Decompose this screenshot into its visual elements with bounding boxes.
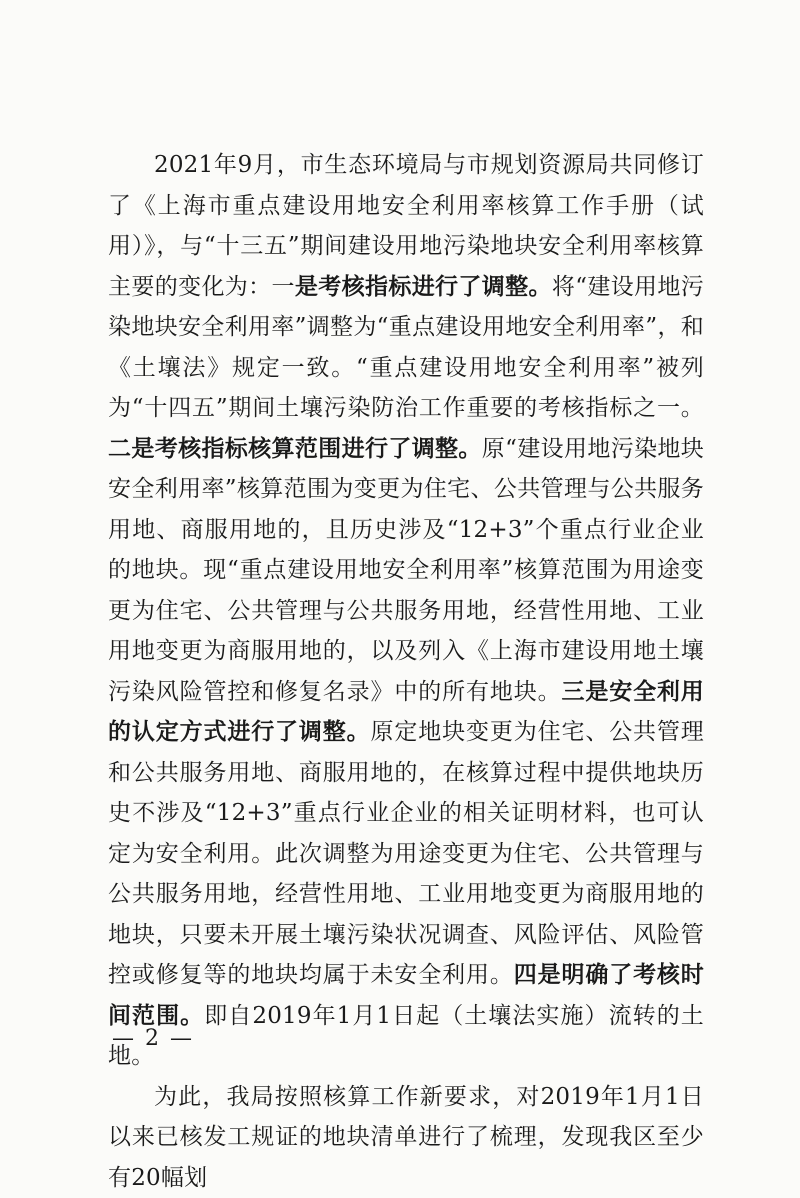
page-number: — 2 —	[112, 1026, 194, 1051]
bold-heading-1: 是考核指标进行了调整。	[295, 273, 552, 300]
paragraph-text: 原定地块变更为住宅、公共管理和公共服务用地、商服用地的，在核算过程中提供地块历史不涉及“12+3”重点行业企业的相关证明材料，也可认定为安全利用。此次调整为用途变更为住宅、公共管理与公共服务用地，经营性用地、工业用地变更为商服用地的地块，只要未开展土壤污染状况调查、风险评估、风险管控或修复等的地块均属于未安全利用。	[108, 719, 704, 988]
body-paragraph-1	[108, 145, 704, 1077]
paragraph-text: 2021年9月，市生态环境局与市规划资源局共同修订了《上海市重点建设用地安全利用率核算工作手册（试用）》，与“十三五”期间建设用地污染地块安全利用率核算主要的变化为：一	[108, 152, 704, 300]
paragraph-text: 原“建设用地污染地块安全利用率”核算范围为变更为住宅、公共管理与公共服务用地、商服用地的，且历史涉及“12+3”个重点行业企业的地块。现“重点建设用地安全利用率”核算范围为用途变更为住宅、公共管理与公共服务用地，经营性用地、工业用地变更为商服用地的，以及列入《上海市建设用地土壤污染风险管控和修复名录》中的所有地块。	[108, 436, 704, 705]
bold-heading-2: 二是考核指标核算范围进行了调整。	[108, 435, 482, 462]
paragraph-text: 将“建设用地污染地块安全利用率”调整为“重点建设用地安全利用率”，和《土壤法》规定一致。“重点建设用地安全利用率”被列为“十四五”期间土壤污染防治工作重要的考核指标之一。	[108, 274, 704, 422]
body-paragraph-2: 为此，我局按照核算工作新要求，对2019年1月1日以来已核发工规证的地块清单进行了梳理，发现我区至少有20幅划	[108, 1077, 704, 1198]
bold-heading-3: 三是安全利用的认定方式进行了调整。	[108, 678, 704, 746]
bold-heading-4: 四是明确了考核时间范围。	[108, 961, 704, 1029]
paragraph-text: 即自2019年1月1日起（土壤法实施）流转的土地。	[108, 1003, 704, 1070]
